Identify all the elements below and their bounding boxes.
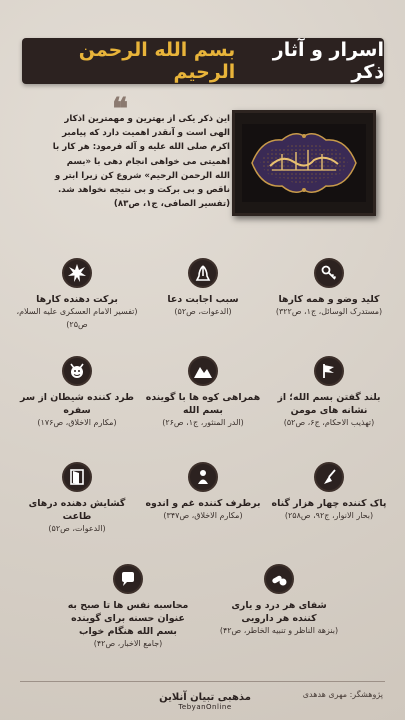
devil-face-icon xyxy=(62,356,92,386)
open-door-icon xyxy=(62,462,92,492)
item-wudu-key xyxy=(268,258,390,319)
footer-divider xyxy=(20,681,385,682)
item-grief xyxy=(142,462,264,523)
title-part2: بسم الله الرحمن الرحیم xyxy=(78,39,236,83)
item-ref: (مستدرک الوسائل، ج۱، ص۳۲۲) xyxy=(275,307,383,316)
intro-text: این ذکر یکی از بهترین و مهمترین اذکار الهی است و آنقدر اهمیت دارد که پیامبر اکرم صلی الله علیه و آله فرمود: هر کار با اهمیتی می خواهی انجام دهی با «بسم الله الرحمن الرحیم» شروع کن زیرا ابتر و ناقص و بی برکت و بی نتیجه نخواهد شد. (تفسیر الصافی، ج۱، ص۸۳) xyxy=(52,114,230,210)
title-part1: اسرار و آثار ذکر xyxy=(272,39,384,83)
title-banner xyxy=(22,38,384,84)
item-ref: (تهذیب الاحکام، ج۶، ص۵۲) xyxy=(283,418,375,427)
title xyxy=(22,39,384,83)
quote-icon: ❝ xyxy=(112,92,129,127)
item-head: سبب اجابت دعا xyxy=(167,294,239,305)
item-ref: (الدعوات، ص۵۲) xyxy=(174,307,232,316)
item-ref: (مکارم الاخلاق، ص۱۷۶) xyxy=(37,418,117,427)
calligraphy-art xyxy=(242,124,366,202)
item-mountains xyxy=(142,356,264,430)
relief-icon xyxy=(188,462,218,492)
item-devil xyxy=(16,356,138,430)
item-loud-bismillah xyxy=(268,356,390,430)
calligraphy-frame xyxy=(232,110,376,216)
item-head: بلند گفتن بسم الله؛ از نشانه های مومن xyxy=(277,392,381,416)
item-sins xyxy=(268,462,390,523)
calligraphy-plaque xyxy=(242,124,366,202)
flag-icon xyxy=(314,356,344,386)
item-ref: (بنزهة الناظر و تنبیه الخاطر، ص۴۲) xyxy=(219,626,339,635)
item-healing xyxy=(218,564,340,638)
speech-bubble-icon xyxy=(113,564,143,594)
item-head: طرد کننده شیطان از سر سفره xyxy=(20,392,134,416)
item-head: همراهی کوه ها با گوینده بسم الله xyxy=(145,392,261,416)
researcher-credit: پژوهشگر: مهری هدهدی xyxy=(302,690,383,699)
item-ref: (الدعوات، ص۵۲) xyxy=(48,524,106,533)
item-barakat xyxy=(16,258,138,331)
logo-fa: مذهبی تبیان آنلاین xyxy=(159,691,251,703)
item-sleep xyxy=(62,564,194,651)
item-head: برطرف کننده غم و اندوه xyxy=(145,498,261,509)
item-ref: (الدر المنثور، ج۱، ص۲۶) xyxy=(162,418,244,427)
praying-hands-icon xyxy=(188,258,218,288)
logo-en: TebyanOnline xyxy=(178,702,232,711)
broom-icon xyxy=(314,462,344,492)
item-head: کلید وضو و همه کارها xyxy=(278,294,380,305)
item-head: گشایش دهنده درهای طاعت xyxy=(28,498,126,522)
item-head: پاک کننده چهار هزار گناه xyxy=(271,498,387,509)
item-ref: (بحار الانوار، ج۹۲، ص۲۵۸) xyxy=(284,511,374,520)
star-burst-icon xyxy=(62,258,92,288)
mountains-icon xyxy=(188,356,218,386)
item-head: محاسبه نفس ها تا صبح به عنوان حسنه برای گوینده بسم الله هنگام خواب xyxy=(67,600,189,637)
key-icon xyxy=(314,258,344,288)
item-ref: (تفسیر الامام العسکری علیه السلام، ص۲۵) xyxy=(16,307,138,329)
item-ref: (جامع الاخبار، ص۴۲) xyxy=(93,639,163,648)
item-head: شفای هر درد و یاری کننده هر دارویی xyxy=(231,600,327,624)
item-ref: (مکارم الاخلاق، ص۳۴۷) xyxy=(163,511,243,520)
item-head: برکت دهنده کارها xyxy=(36,294,118,305)
item-dua xyxy=(142,258,264,319)
pills-icon xyxy=(264,564,294,594)
item-doors xyxy=(16,462,138,536)
tebyan-logo xyxy=(140,686,270,716)
